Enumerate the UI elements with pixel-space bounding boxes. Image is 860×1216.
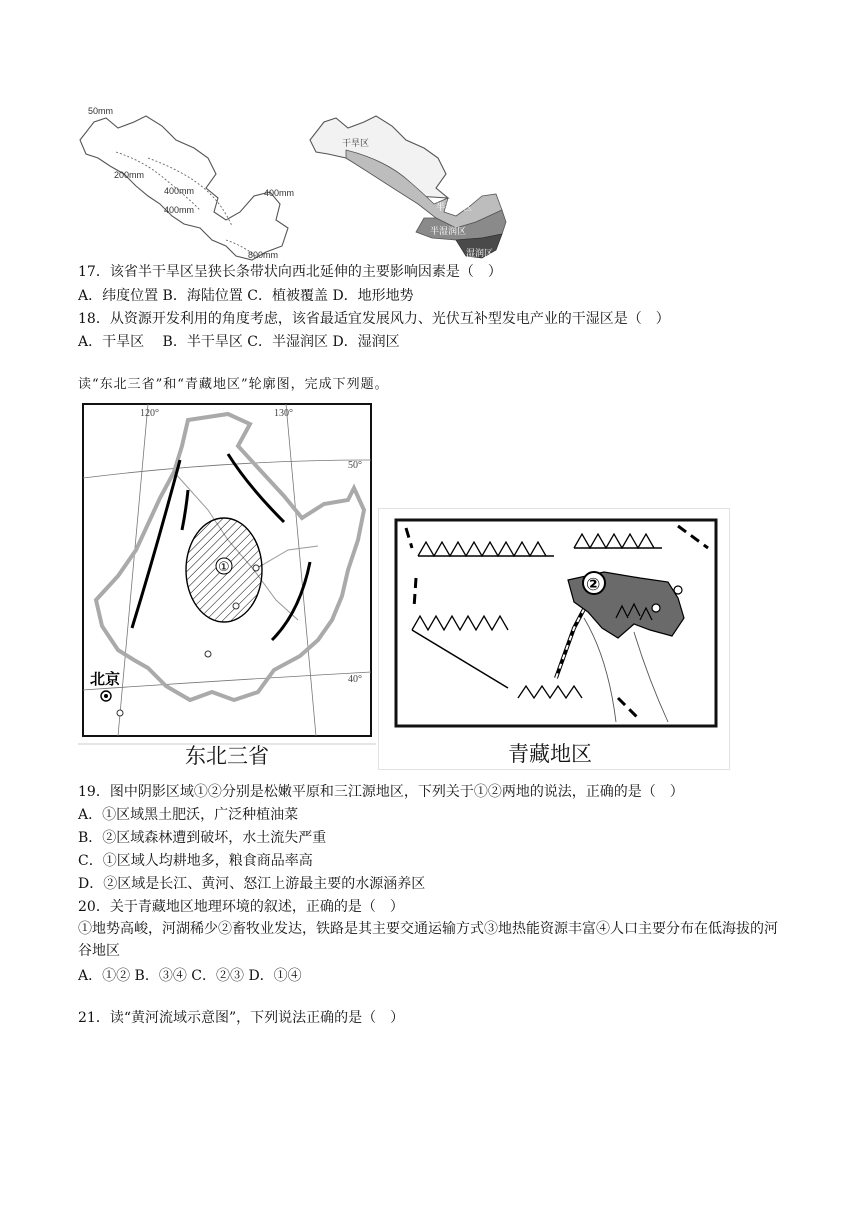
city-icon (117, 710, 123, 716)
zone-label-arid: 干旱区 (342, 138, 370, 148)
marker-1: ① (218, 560, 230, 575)
q18-options: A．干旱区 B．半干旱区 C．半湿润区 D．湿润区 (78, 334, 400, 350)
marker-2: ② (586, 575, 601, 595)
city-icon (253, 565, 259, 571)
q19-stem: 19．图中阴影区域①②分别是松嫩平原和三江源地区，下列关于①②两地的说法，正确的是（ ） (78, 784, 684, 800)
tibet-map (378, 508, 730, 770)
precip-label: 400mm (164, 186, 195, 196)
beijing-label: 北京 (90, 670, 121, 688)
province-precipitation-map (76, 100, 298, 262)
q21-stem: 21．读“黄河流域示意图”，下列说法正确的是（ ） (78, 1010, 405, 1026)
q20-body: ①地势高峻，河湖稀少②畜牧业发达，铁路是其主要交通运输方式③地热能资源丰富④人口主要分布在低海拔的河谷地区 (78, 921, 778, 959)
zone-label-semi-arid: 半干旱区 (436, 202, 473, 212)
city-icon (205, 651, 211, 657)
northeast-map (78, 400, 376, 776)
city-icon (674, 586, 682, 594)
q20-options: A．①② B．③④ C．②③ D．①④ (78, 968, 302, 984)
precip-label: 400mm (164, 205, 195, 215)
lon-label: 130° (274, 408, 293, 419)
precip-label: 800mm (248, 250, 279, 260)
q19-option-c: C．①区域人均耕地多，粮食商品率高 (78, 853, 313, 869)
zone-label-humid: 湿润区 (466, 248, 494, 258)
lat-label: 40° (348, 674, 362, 685)
lon-label: 120° (140, 408, 159, 419)
q17-stem: 17．该省半干旱区呈狭长条带状向西北延伸的主要影响因素是（ ） (78, 264, 502, 280)
tibet-map-caption: 青藏地区 (508, 742, 592, 766)
precip-label: 400mm (264, 188, 295, 198)
q17-options: A．纬度位置 B．海陆位置 C．植被覆盖 D．地形地势 (78, 288, 414, 304)
q19-option-b: B．②区域森林遭到破坏，水土流失严重 (78, 830, 327, 846)
arid-zone (310, 116, 448, 198)
q18-stem: 18．从资源开发利用的角度考虑，该省最适宜发展风力、光伏互补型发电产业的干湿区是（ ） (78, 311, 670, 327)
province-dryness-zone-map (306, 100, 510, 262)
city-icon (652, 604, 660, 612)
q19-option-d: D．②区域是长江、黄河、怒江上游最主要的水源涵养区 (78, 876, 426, 892)
lat-label: 50° (348, 460, 362, 471)
precip-label: 200mm (114, 170, 145, 180)
zone-label-semi-humid: 半湿润区 (430, 226, 467, 236)
q19-option-a: A．①区域黑土肥沃，广泛种植油菜 (78, 807, 299, 823)
precip-label: 50mm (88, 106, 114, 116)
q20-stem: 20．关于青藏地区地理环境的叙述，正确的是（ ） (78, 899, 404, 915)
reading-intro: 读“东北三省”和“青藏地区”轮廓图，完成下列题。 (78, 377, 389, 392)
northeast-map-caption: 东北三省 (185, 744, 269, 768)
city-icon (233, 603, 239, 609)
